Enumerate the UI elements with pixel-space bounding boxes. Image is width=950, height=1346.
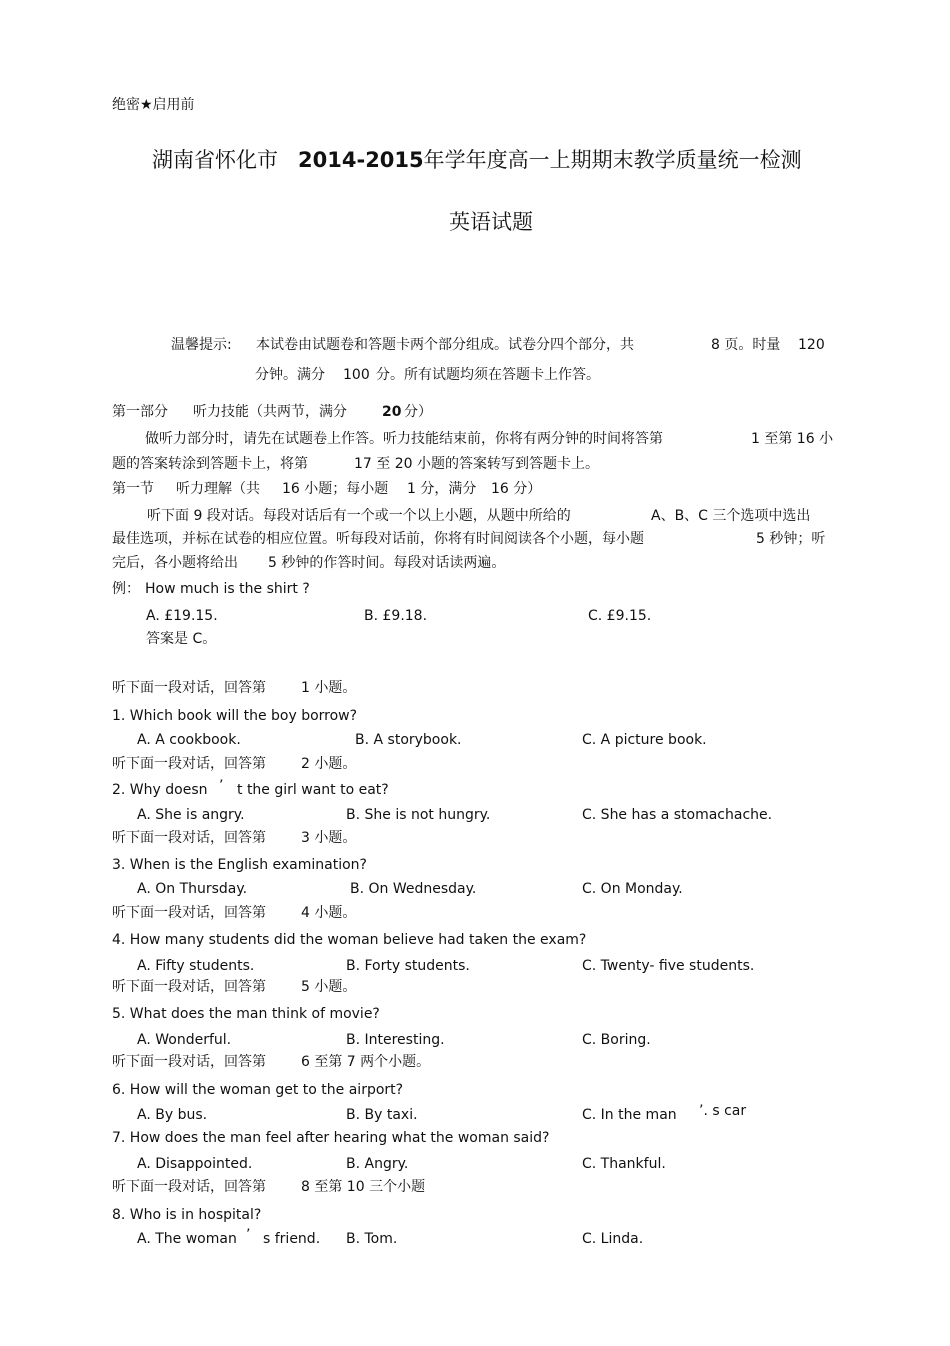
question-4-option-b: B. Forty students. (346, 958, 470, 974)
confidential-mark: 绝密★启用前 (112, 97, 195, 113)
question-5-option-c: C. Boring. (582, 1032, 651, 1048)
question-4-option-a: A. Fifty students. (137, 958, 255, 974)
part1-para2-b: 17 至 20 小题的答案转写到答题卡上。 (354, 456, 599, 472)
instruction-line3-a: 完后，各小题将给出 (112, 555, 238, 571)
instruction-line2-a: 最佳选项，并标在试卷的相应位置。听每段对话前，你将有时间阅读各个小题，每小题 (112, 531, 644, 547)
dialog-intro: 听下面一段对话，回答第 (112, 680, 266, 696)
example-label: 例： (112, 581, 140, 597)
title-years: 2014-2015 (298, 148, 424, 172)
question-6-option-c-suffix: ’. s car (699, 1103, 747, 1119)
notice-label: 温馨提示: (171, 337, 232, 353)
dialog-intro-range: 5 小题。 (301, 979, 357, 995)
dialog-intro: 听下面一段对话，回答第 (112, 756, 266, 772)
dialog-intro-range: 6 至第 7 两个小题。 (301, 1054, 431, 1070)
notice-line1-b: 8 页。时量 (711, 337, 781, 353)
question-6: 6. How will the woman get to the airport? (112, 1082, 404, 1098)
question-3-option-b: B. On Wednesday. (350, 881, 477, 897)
page-title (152, 150, 802, 171)
section1-count: 16 小题；每小题 (282, 481, 389, 497)
notice-line1-c: 120 (798, 337, 825, 353)
part1-para1-b: 1 至第 16 小 (751, 431, 834, 447)
question-3-option-c: C. On Monday. (582, 881, 683, 897)
notice-line1-a: 本试卷由试题卷和答题卡两个部分组成。试卷分四个部分，共 (256, 337, 634, 353)
question-2-option-b: B. She is not hungry. (346, 807, 491, 823)
question-1-option-c: C. A picture book. (582, 732, 707, 748)
dialog-intro-range: 2 小题。 (301, 756, 357, 772)
instruction-line1-a: 听下面 9 段对话。每段对话后有一个或一个以上小题，从题中所给的 (147, 508, 571, 524)
section1-point: 1 分，满分 (407, 481, 477, 497)
part1-unit: 分） (404, 404, 432, 420)
question-8-option-a-suffix: s friend. (263, 1231, 321, 1247)
section1-label: 第一节 (112, 481, 154, 497)
example-question: How much is the shirt ? (145, 581, 310, 597)
part1-para1-a: 做听力部分时，请先在试题卷上作答。听力技能结束前，你将有两分钟的时间将答第 (145, 431, 663, 447)
question-8: 8. Who is in hospital? (112, 1207, 262, 1223)
question-6-option-c: C. In the man (582, 1107, 677, 1123)
instruction-line3-b: 5 秒钟的作答时间。每段对话读两遍。 (268, 555, 506, 571)
instruction-line2-b: 5 秒钟；听 (756, 531, 826, 547)
question-2-part-a: 2. Why doesn (112, 782, 208, 798)
example-option-b: B. £9.18. (364, 608, 428, 624)
question-4: 4. How many students did the woman believe had taken the exam? (112, 932, 587, 948)
question-1-option-b: B. A storybook. (355, 732, 462, 748)
dialog-intro-range: 3 小题。 (301, 830, 357, 846)
question-5: 5. What does the man think of movie? (112, 1006, 380, 1022)
question-7-option-a: A. Disappointed. (137, 1156, 253, 1172)
notice-line2-b: 100 (343, 367, 370, 383)
notice-line2-c: 分。所有试题均须在答题卡上作答。 (376, 367, 600, 383)
section1-title: 听力理解（共 (176, 481, 260, 497)
question-2-option-a: A. She is angry. (137, 807, 245, 823)
question-7-option-c: C. Thankful. (582, 1156, 666, 1172)
dialog-intro: 听下面一段对话，回答第 (112, 830, 266, 846)
question-2-part-c: t the girl want to eat? (237, 782, 389, 798)
part1-title: 听力技能（共两节，满分 (193, 404, 347, 420)
question-1-option-a: A. A cookbook. (137, 732, 241, 748)
question-3-option-a: A. On Thursday. (137, 881, 248, 897)
notice-line2-a: 分钟。满分 (255, 367, 325, 383)
question-4-option-c: C. Twenty- five students. (582, 958, 755, 974)
question-8-option-a-apostrophe: ’ (246, 1227, 251, 1243)
question-8-option-c: C. Linda. (582, 1231, 644, 1247)
dialog-intro: 听下面一段对话，回答第 (112, 1179, 266, 1195)
section1-total: 16 分） (491, 481, 542, 497)
title-region: 湖南省怀化市 (152, 148, 278, 172)
question-2-option-c: C. She has a stomachache. (582, 807, 773, 823)
dialog-intro: 听下面一段对话，回答第 (112, 905, 266, 921)
question-8-option-b: B. Tom. (346, 1231, 398, 1247)
question-1: 1. Which book will the boy borrow? (112, 708, 358, 724)
question-5-option-a: A. Wonderful. (137, 1032, 232, 1048)
example-option-c: C. £9.15. (588, 608, 652, 624)
example-option-a: A. £19.15. (146, 608, 218, 624)
example-answer: 答案是 C。 (146, 631, 217, 647)
dialog-intro: 听下面一段对话，回答第 (112, 1054, 266, 1070)
dialog-intro: 听下面一段对话，回答第 (112, 979, 266, 995)
question-6-option-a: A. By bus. (137, 1107, 208, 1123)
dialog-intro-range: 8 至第 10 三个小题 (301, 1179, 426, 1195)
question-3: 3. When is the English examination? (112, 857, 367, 873)
question-8-option-a: A. The woman (137, 1231, 237, 1247)
instruction-line1-b: A、B、C 三个选项中选出 (651, 508, 811, 524)
question-5-option-b: B. Interesting. (346, 1032, 445, 1048)
part1-label: 第一部分 (112, 404, 168, 420)
dialog-intro-range: 4 小题。 (301, 905, 357, 921)
question-7: 7. How does the man feel after hearing what the woman said? (112, 1130, 550, 1146)
question-7-option-b: B. Angry. (346, 1156, 409, 1172)
page-subtitle: 英语试题 (449, 210, 533, 234)
part1-para2-a: 题的答案转涂到答题卡上，将第 (112, 456, 308, 472)
question-2-apostrophe: ’ (219, 778, 224, 794)
question-6-option-b: B. By taxi. (346, 1107, 418, 1123)
part1-score: 20 (382, 404, 402, 420)
dialog-intro-range: 1 小题。 (301, 680, 357, 696)
title-rest: 年学年度高一上期期末教学质量统一检测 (423, 148, 802, 172)
